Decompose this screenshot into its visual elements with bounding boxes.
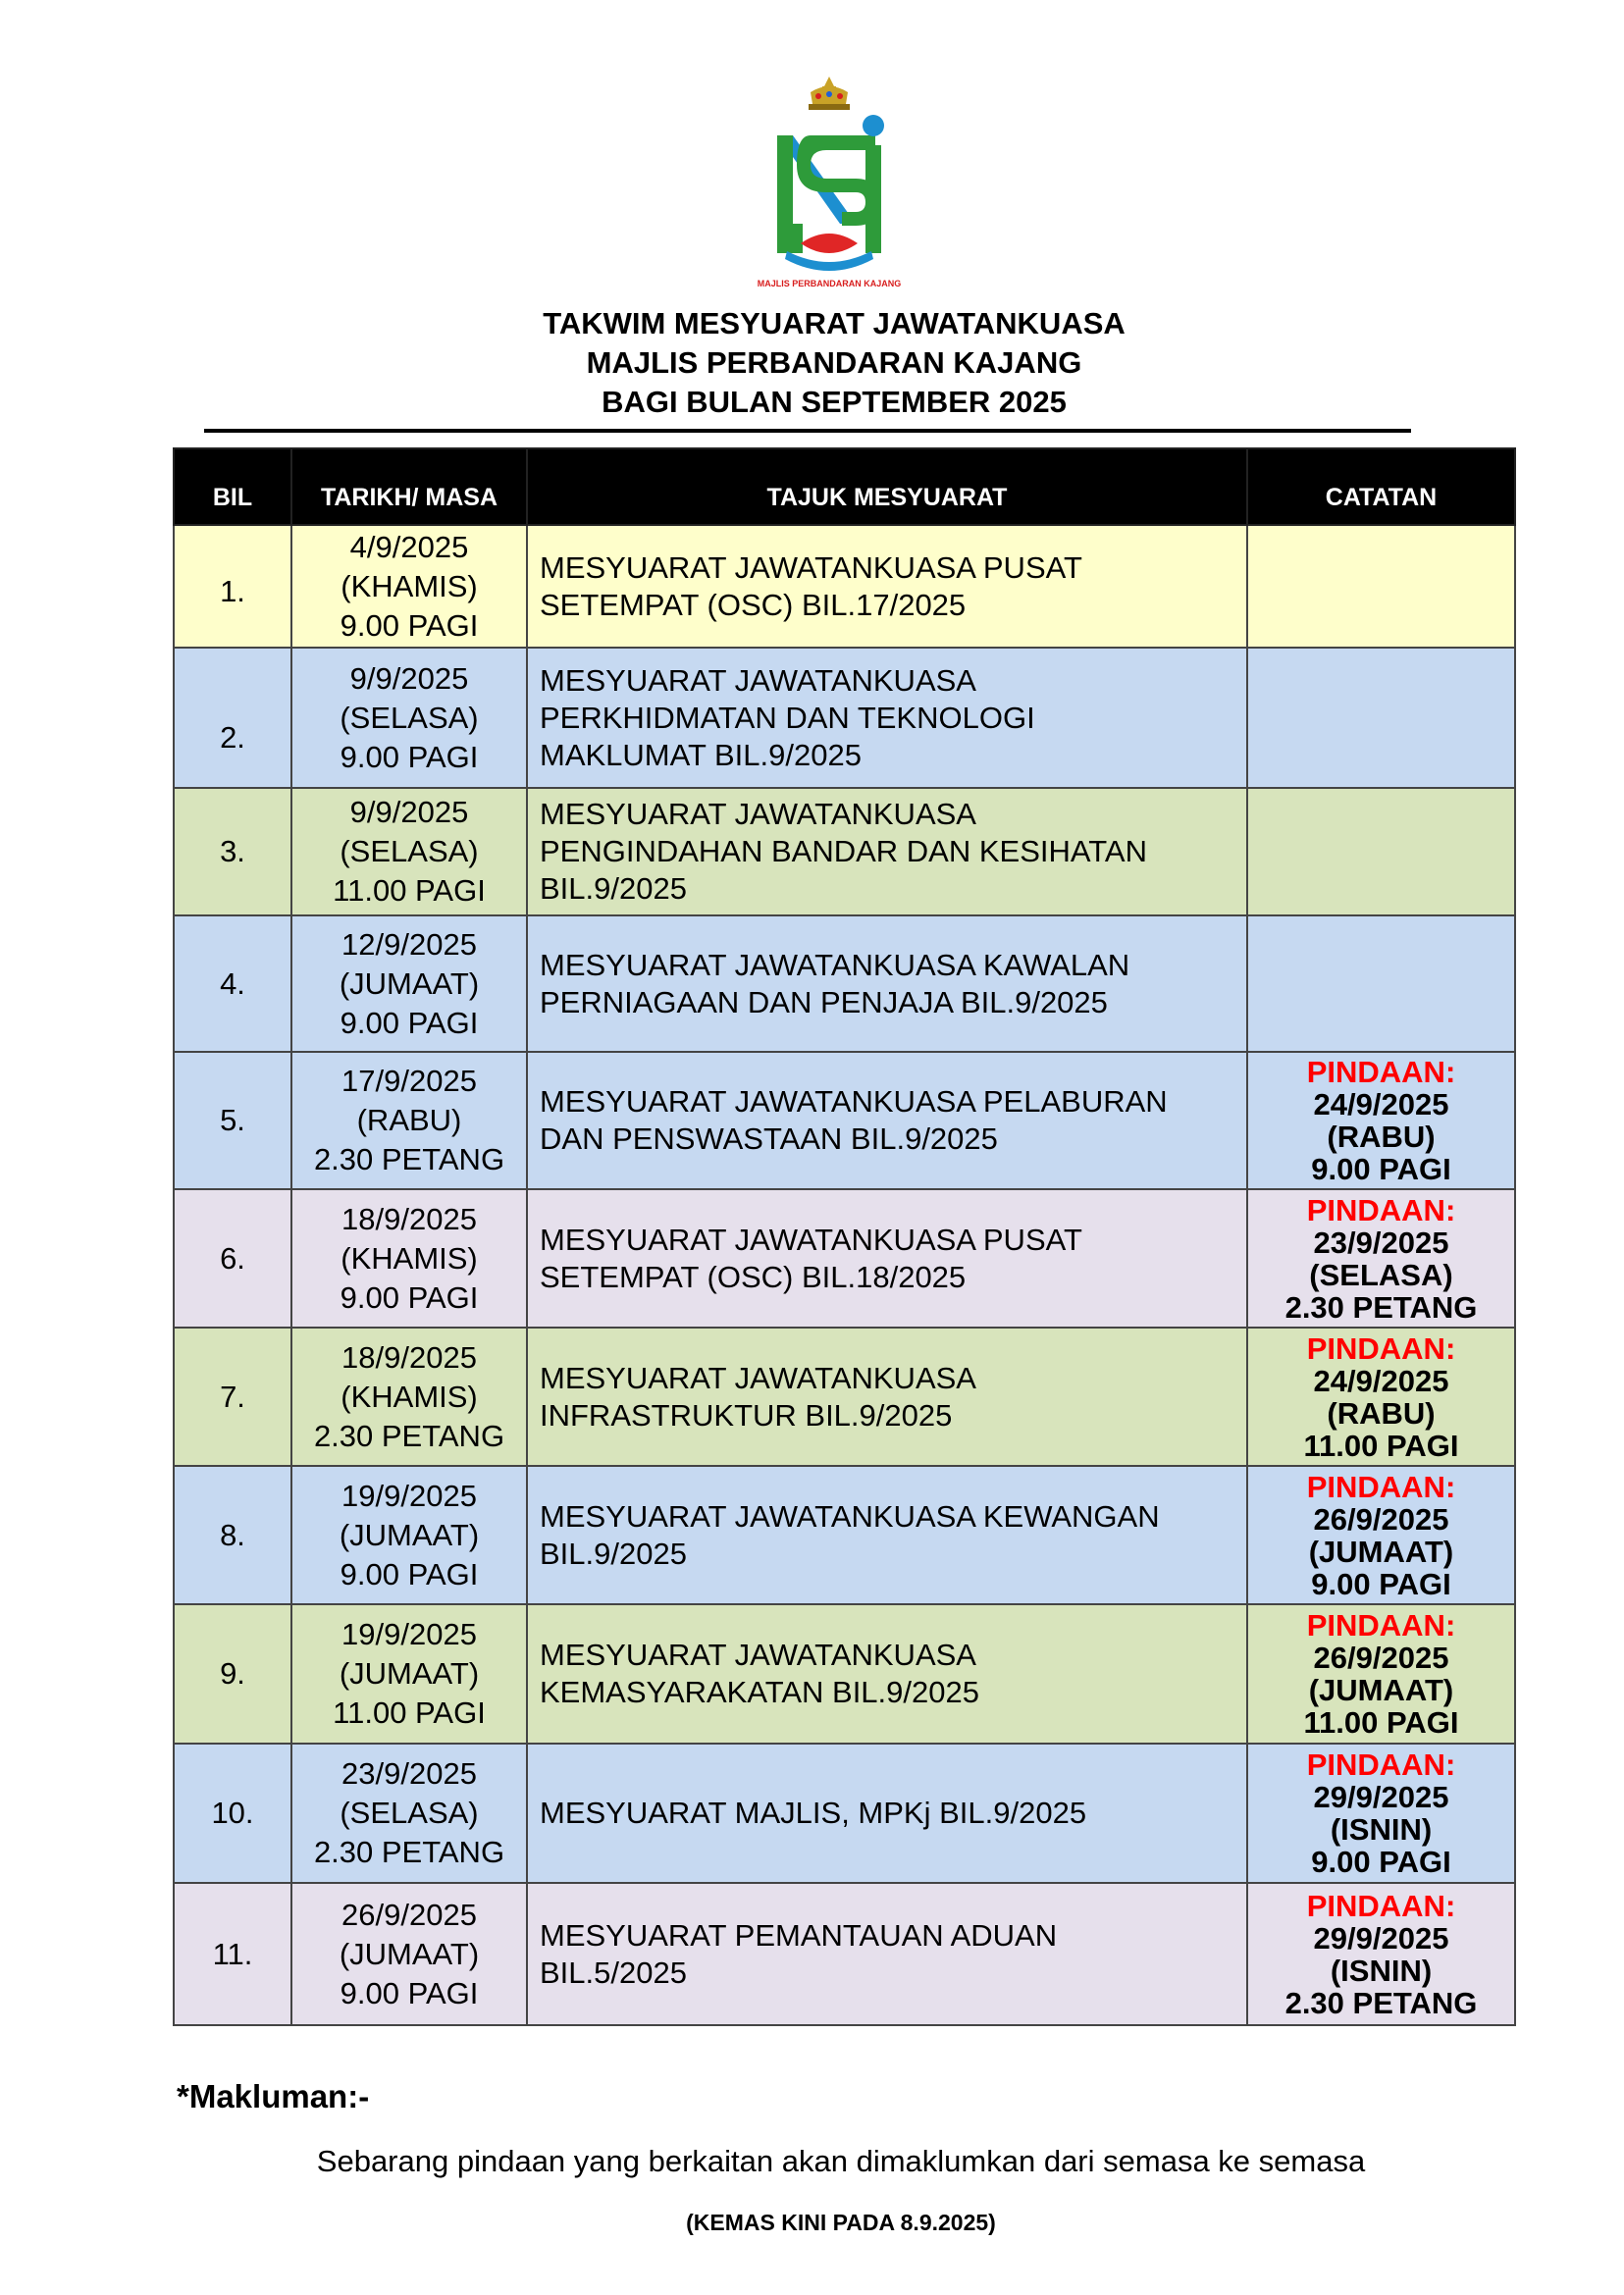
day: (SELASA)	[340, 834, 479, 868]
col-header-note: CATATAN	[1247, 448, 1515, 525]
time: 2.30 PETANG	[313, 1418, 505, 1453]
amendment-cell	[1247, 1883, 1515, 2025]
date-cell	[291, 915, 527, 1052]
amendment-label: PINDAAN:	[1306, 1888, 1456, 1923]
title-line: INFRASTRUKTUR BIL.9/2025	[540, 1397, 953, 1433]
title-underline	[204, 429, 1411, 433]
time: 9.00 PAGI	[340, 1975, 479, 2010]
meeting-schedule-table	[173, 447, 1516, 2026]
title-line: SETEMPAT (OSC) BIL.18/2025	[540, 1259, 967, 1294]
date: 26/9/2025	[341, 1897, 477, 1932]
day: (KHAMIS)	[341, 568, 478, 603]
col-header-title: TAJUK MESYUARAT	[527, 448, 1247, 525]
date-cell	[291, 788, 527, 915]
meeting-title	[527, 788, 1247, 915]
amendment-date: 24/9/2025	[1313, 1363, 1449, 1398]
table-row	[174, 525, 1515, 648]
row-number: 7.	[174, 1328, 291, 1466]
col-header-bil: BIL	[174, 448, 291, 525]
table-row	[174, 1883, 1515, 2025]
title-line: PERKHIDMATAN DAN TEKNOLOGI	[540, 700, 1035, 735]
time: 2.30 PETANG	[313, 1835, 505, 1869]
time: 9.00 PAGI	[340, 1279, 479, 1315]
table-row	[174, 1052, 1515, 1189]
time: 9.00 PAGI	[340, 607, 479, 643]
date: 9/9/2025	[349, 660, 469, 696]
date: 23/9/2025	[341, 1756, 477, 1791]
title-line-3: BAGI BULAN SEPTEMBER 2025	[602, 385, 1067, 419]
title-line: SETEMPAT (OSC) BIL.17/2025	[540, 587, 967, 622]
note-cell	[1247, 915, 1515, 1052]
row-number: 6.	[174, 1189, 291, 1328]
row-number: 10.	[174, 1744, 291, 1883]
day: (SELASA)	[340, 700, 479, 735]
title-line: MESYUARAT JAWATANKUASA	[540, 1638, 976, 1672]
meeting-title	[527, 1604, 1247, 1744]
date-cell	[291, 1466, 527, 1604]
table-row	[174, 1328, 1515, 1466]
amendment-day: (RABU)	[1327, 1395, 1436, 1431]
amendment-cell	[1247, 1189, 1515, 1328]
day: (RABU)	[356, 1103, 462, 1137]
row-number: 9.	[174, 1604, 291, 1744]
title-line: BIL.9/2025	[540, 1536, 687, 1571]
date-cell	[291, 1189, 527, 1328]
date-cell	[291, 1328, 527, 1466]
table-row	[174, 1466, 1515, 1604]
title-line: KEMASYARAKATAN BIL.9/2025	[540, 1675, 979, 1709]
title-line: BIL.9/2025	[540, 871, 687, 906]
date-cell	[291, 525, 527, 648]
amendment-time: 11.00 PAGI	[1303, 1705, 1459, 1740]
time: 9.00 PAGI	[340, 739, 479, 774]
amendment-cell	[1247, 1466, 1515, 1604]
note-cell	[1247, 788, 1515, 915]
amendment-date: 26/9/2025	[1313, 1641, 1449, 1675]
time: 11.00 PAGI	[333, 873, 486, 908]
date-cell	[291, 1744, 527, 1883]
amendment-date: 24/9/2025	[1313, 1087, 1449, 1121]
last-updated: (KEMAS KINI PADA 8.9.2025)	[686, 2210, 996, 2235]
amendment-time: 2.30 PETANG	[1284, 1289, 1478, 1325]
date: 18/9/2025	[341, 1339, 477, 1375]
amendment-label: PINDAAN:	[1306, 1608, 1456, 1643]
meeting-title	[527, 648, 1247, 788]
date-cell	[291, 648, 527, 788]
day: (JUMAAT)	[339, 1936, 480, 1971]
col-header-date: TARIKH/ MASA	[291, 448, 527, 525]
amendment-date: 23/9/2025	[1313, 1225, 1449, 1260]
amendment-cell	[1247, 1328, 1515, 1466]
amendment-time: 9.00 PAGI	[1311, 1845, 1451, 1879]
title-line: MESYUARAT JAWATANKUASA PUSAT	[540, 549, 1082, 585]
date: 4/9/2025	[349, 529, 469, 564]
row-number: 4.	[174, 915, 291, 1052]
amendment-day: (JUMAAT)	[1308, 1534, 1454, 1569]
notice-text: Sebarang pindaan yang berkaitan akan dimaklumkan dari semasa ke semasa	[316, 2144, 1366, 2178]
day: (SELASA)	[340, 1796, 479, 1830]
meeting-title	[527, 1883, 1247, 2025]
table-row	[174, 1744, 1515, 1883]
logo-label: MAJLIS PERBANDARAN KAJANG	[758, 279, 901, 288]
table-row	[174, 648, 1515, 788]
title-line: MESYUARAT JAWATANKUASA PELABURAN	[540, 1084, 1168, 1119]
meeting-title	[527, 915, 1247, 1052]
meeting-title	[527, 1052, 1247, 1189]
meeting-title	[527, 1328, 1247, 1466]
title-line: MESYUARAT JAWATANKUASA KAWALAN	[540, 947, 1130, 982]
amendment-time: 9.00 PAGI	[1311, 1152, 1451, 1186]
amendment-time: 2.30 PETANG	[1284, 1985, 1478, 2020]
row-number: 2.	[174, 648, 291, 788]
amendment-date: 29/9/2025	[1313, 1780, 1449, 1814]
amendment-day: (JUMAAT)	[1308, 1673, 1454, 1707]
amendment-time: 9.00 PAGI	[1311, 1566, 1451, 1601]
amendment-cell	[1247, 1604, 1515, 1744]
date: 12/9/2025	[341, 926, 477, 962]
day: (JUMAAT)	[339, 1656, 480, 1691]
table-row	[174, 1604, 1515, 1744]
table-row	[174, 915, 1515, 1052]
title-line: MESYUARAT PEMANTAUAN ADUAN	[540, 1917, 1058, 1953]
date-cell	[291, 1052, 527, 1189]
amendment-day: (SELASA)	[1309, 1257, 1453, 1292]
table-row	[174, 1189, 1515, 1328]
time: 2.30 PETANG	[313, 1142, 505, 1176]
day: (JUMAAT)	[339, 965, 480, 1001]
date-cell	[291, 1604, 527, 1744]
title-line: MESYUARAT JAWATANKUASA	[540, 797, 976, 831]
amendment-label: PINDAAN:	[1306, 1747, 1456, 1782]
date: 18/9/2025	[341, 1201, 477, 1236]
table-row	[174, 788, 1515, 915]
title-line: MESYUARAT JAWATANKUASA	[540, 1360, 976, 1395]
amendment-cell	[1247, 1744, 1515, 1883]
date: 9/9/2025	[349, 795, 469, 829]
time: 9.00 PAGI	[340, 1556, 479, 1591]
amendment-day: (RABU)	[1327, 1120, 1436, 1154]
amendment-label: PINDAAN:	[1306, 1330, 1456, 1366]
title-line: MESYUARAT MAJLIS, MPKj BIL.9/2025	[540, 1796, 1087, 1830]
document-title	[0, 304, 1624, 422]
row-number: 3.	[174, 788, 291, 915]
day: (JUMAAT)	[339, 1517, 480, 1552]
note-cell	[1247, 648, 1515, 788]
date: 19/9/2025	[341, 1617, 477, 1651]
day: (KHAMIS)	[341, 1240, 478, 1276]
amendment-date: 26/9/2025	[1313, 1501, 1449, 1537]
amendment-cell	[1247, 1052, 1515, 1189]
meeting-title	[527, 1466, 1247, 1604]
notice-title: *Makluman:-	[177, 2078, 370, 2114]
title-line-2: MAJLIS PERBANDARAN KAJANG	[586, 345, 1082, 380]
date-cell	[291, 1883, 527, 2025]
row-number: 8.	[174, 1466, 291, 1604]
amendment-day: (ISNIN)	[1330, 1812, 1433, 1847]
amendment-label: PINDAAN:	[1306, 1055, 1456, 1089]
amendment-date: 29/9/2025	[1313, 1920, 1449, 1956]
title-line: MESYUARAT JAWATANKUASA KEWANGAN	[540, 1498, 1160, 1534]
amendment-time: 11.00 PAGI	[1303, 1428, 1459, 1463]
time: 9.00 PAGI	[340, 1005, 479, 1040]
title-line-1: TAKWIM MESYUARAT JAWATANKUASA	[543, 306, 1126, 340]
title-line: DAN PENSWASTAAN BIL.9/2025	[540, 1121, 998, 1156]
title-line: MESYUARAT JAWATANKUASA	[540, 662, 976, 698]
amendment-label: PINDAAN:	[1306, 1469, 1456, 1504]
title-line: BIL.5/2025	[540, 1955, 687, 1990]
row-number: 1.	[174, 525, 291, 648]
mpkj-logo	[758, 77, 901, 292]
title-line: PERNIAGAAN DAN PENJAJA BIL.9/2025	[540, 984, 1108, 1019]
time: 11.00 PAGI	[333, 1695, 486, 1730]
row-number: 5.	[174, 1052, 291, 1189]
amendment-label: PINDAAN:	[1306, 1192, 1456, 1227]
amendment-day: (ISNIN)	[1330, 1953, 1433, 1988]
table-header-row	[174, 448, 1515, 525]
meeting-title	[527, 1189, 1247, 1328]
title-line: PENGINDAHAN BANDAR DAN KESIHATAN	[540, 834, 1147, 868]
note-cell	[1247, 525, 1515, 648]
title-line: MESYUARAT JAWATANKUASA PUSAT	[540, 1222, 1082, 1257]
title-line: MAKLUMAT BIL.9/2025	[540, 737, 862, 772]
day: (KHAMIS)	[341, 1379, 478, 1414]
date: 17/9/2025	[341, 1064, 477, 1098]
meeting-title	[527, 525, 1247, 648]
row-number: 11.	[174, 1883, 291, 2025]
meeting-title	[527, 1744, 1247, 1883]
date: 19/9/2025	[341, 1478, 477, 1513]
